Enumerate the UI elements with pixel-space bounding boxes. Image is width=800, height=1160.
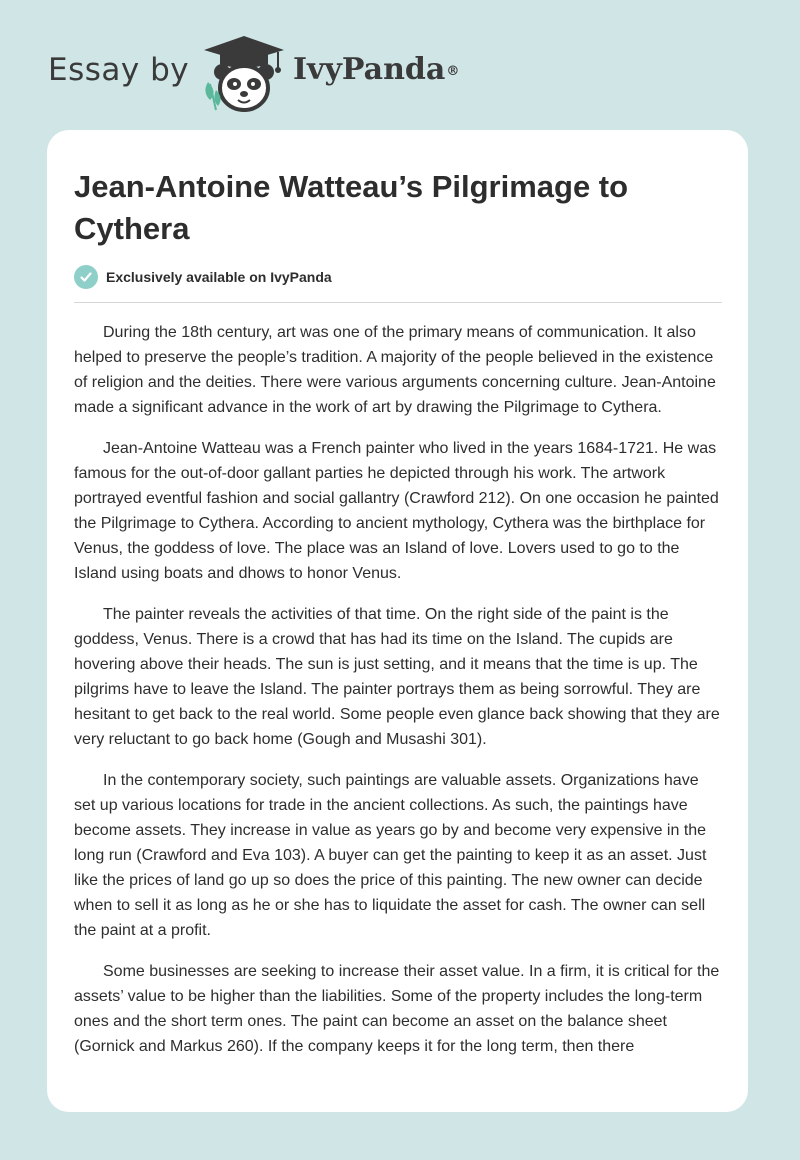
- paragraph: Some businesses are seeking to increase their asset value. In a firm, it is critical for the assets’ value to be higher than the liabilities. Some of the property includes the long-term ones and the short term ones. The paint can become an asset on the balance sheet (Gornick and Markus 260). If the company keeps it for the long term, then there: [74, 963, 720, 1055]
- panda-logo-icon[interactable]: [198, 34, 290, 114]
- brand-name-text: IvyPanda: [293, 52, 446, 87]
- exclusive-badge: [74, 264, 332, 290]
- check-icon: [74, 265, 98, 289]
- paragraph: The painter reveals the activities of that time. On the right side of the paint is the goddess, Venus. There is a crowd that has had its time on the Island. The cupids are hovering above their heads. The sun is just setting, and it means that the time is up. The pilgrims have to leave the Island. The painter portrays them as being sorrowful. They are hesitant to get back to the real world. Some people even glance back showing that they are very reluctant to go back home (Gough and Musashi 301).: [74, 606, 720, 748]
- paragraph: During the 18th century, art was one of the primary means of communication. It also helped to preserve the people’s tradition. A majority of the people believed in the existence of religion and the deities. There were various arguments concerning culture. Jean-Antoine made a significant advance in the work of art by drawing the Pilgrimage to Cythera.: [74, 324, 716, 416]
- essay-by-label: Essay by: [48, 52, 190, 88]
- page-title: Jean-Antoine Watteau’s Pilgrimage to Cythera: [74, 169, 629, 246]
- brand-name[interactable]: [293, 50, 459, 90]
- site-header: [0, 0, 800, 130]
- badge-label: Exclusively available on IvyPanda: [106, 269, 332, 285]
- paragraph: In the contemporary society, such paintings are valuable assets. Organizations have set up various locations for trade in the ancient collections. As such, the paintings have become assets. They increase in value as years go by and become very expensive in the long run (Crawford and Eva 103). A buyer can get the painting to keep it as an asset. Just like the prices of land go up so does the price of this painting. The new owner can decide when to sell it as long as he or she has to liquidate the asset for cash. The owner can sell the paint at a profit.: [74, 772, 707, 939]
- essay-body: [74, 320, 722, 1075]
- divider: [74, 302, 722, 303]
- essay-card: [47, 130, 748, 1112]
- paragraph: Jean-Antoine Watteau was a French painter who lived in the years 1684-1721. He was famous for the out-of-door gallant parties he depicted through his work. The artwork portrayed eventful fashion and social gallantry (Crawford 212). On one occasion he painted the Pilgrimage to Cythera. According to ancient mythology, Cythera was the birthplace for Venus, the goddess of love. The place was an Island of love. Lovers used to go to the Island using boats and dhows to honor Venus.: [74, 440, 719, 582]
- registered-mark: ®: [446, 64, 460, 79]
